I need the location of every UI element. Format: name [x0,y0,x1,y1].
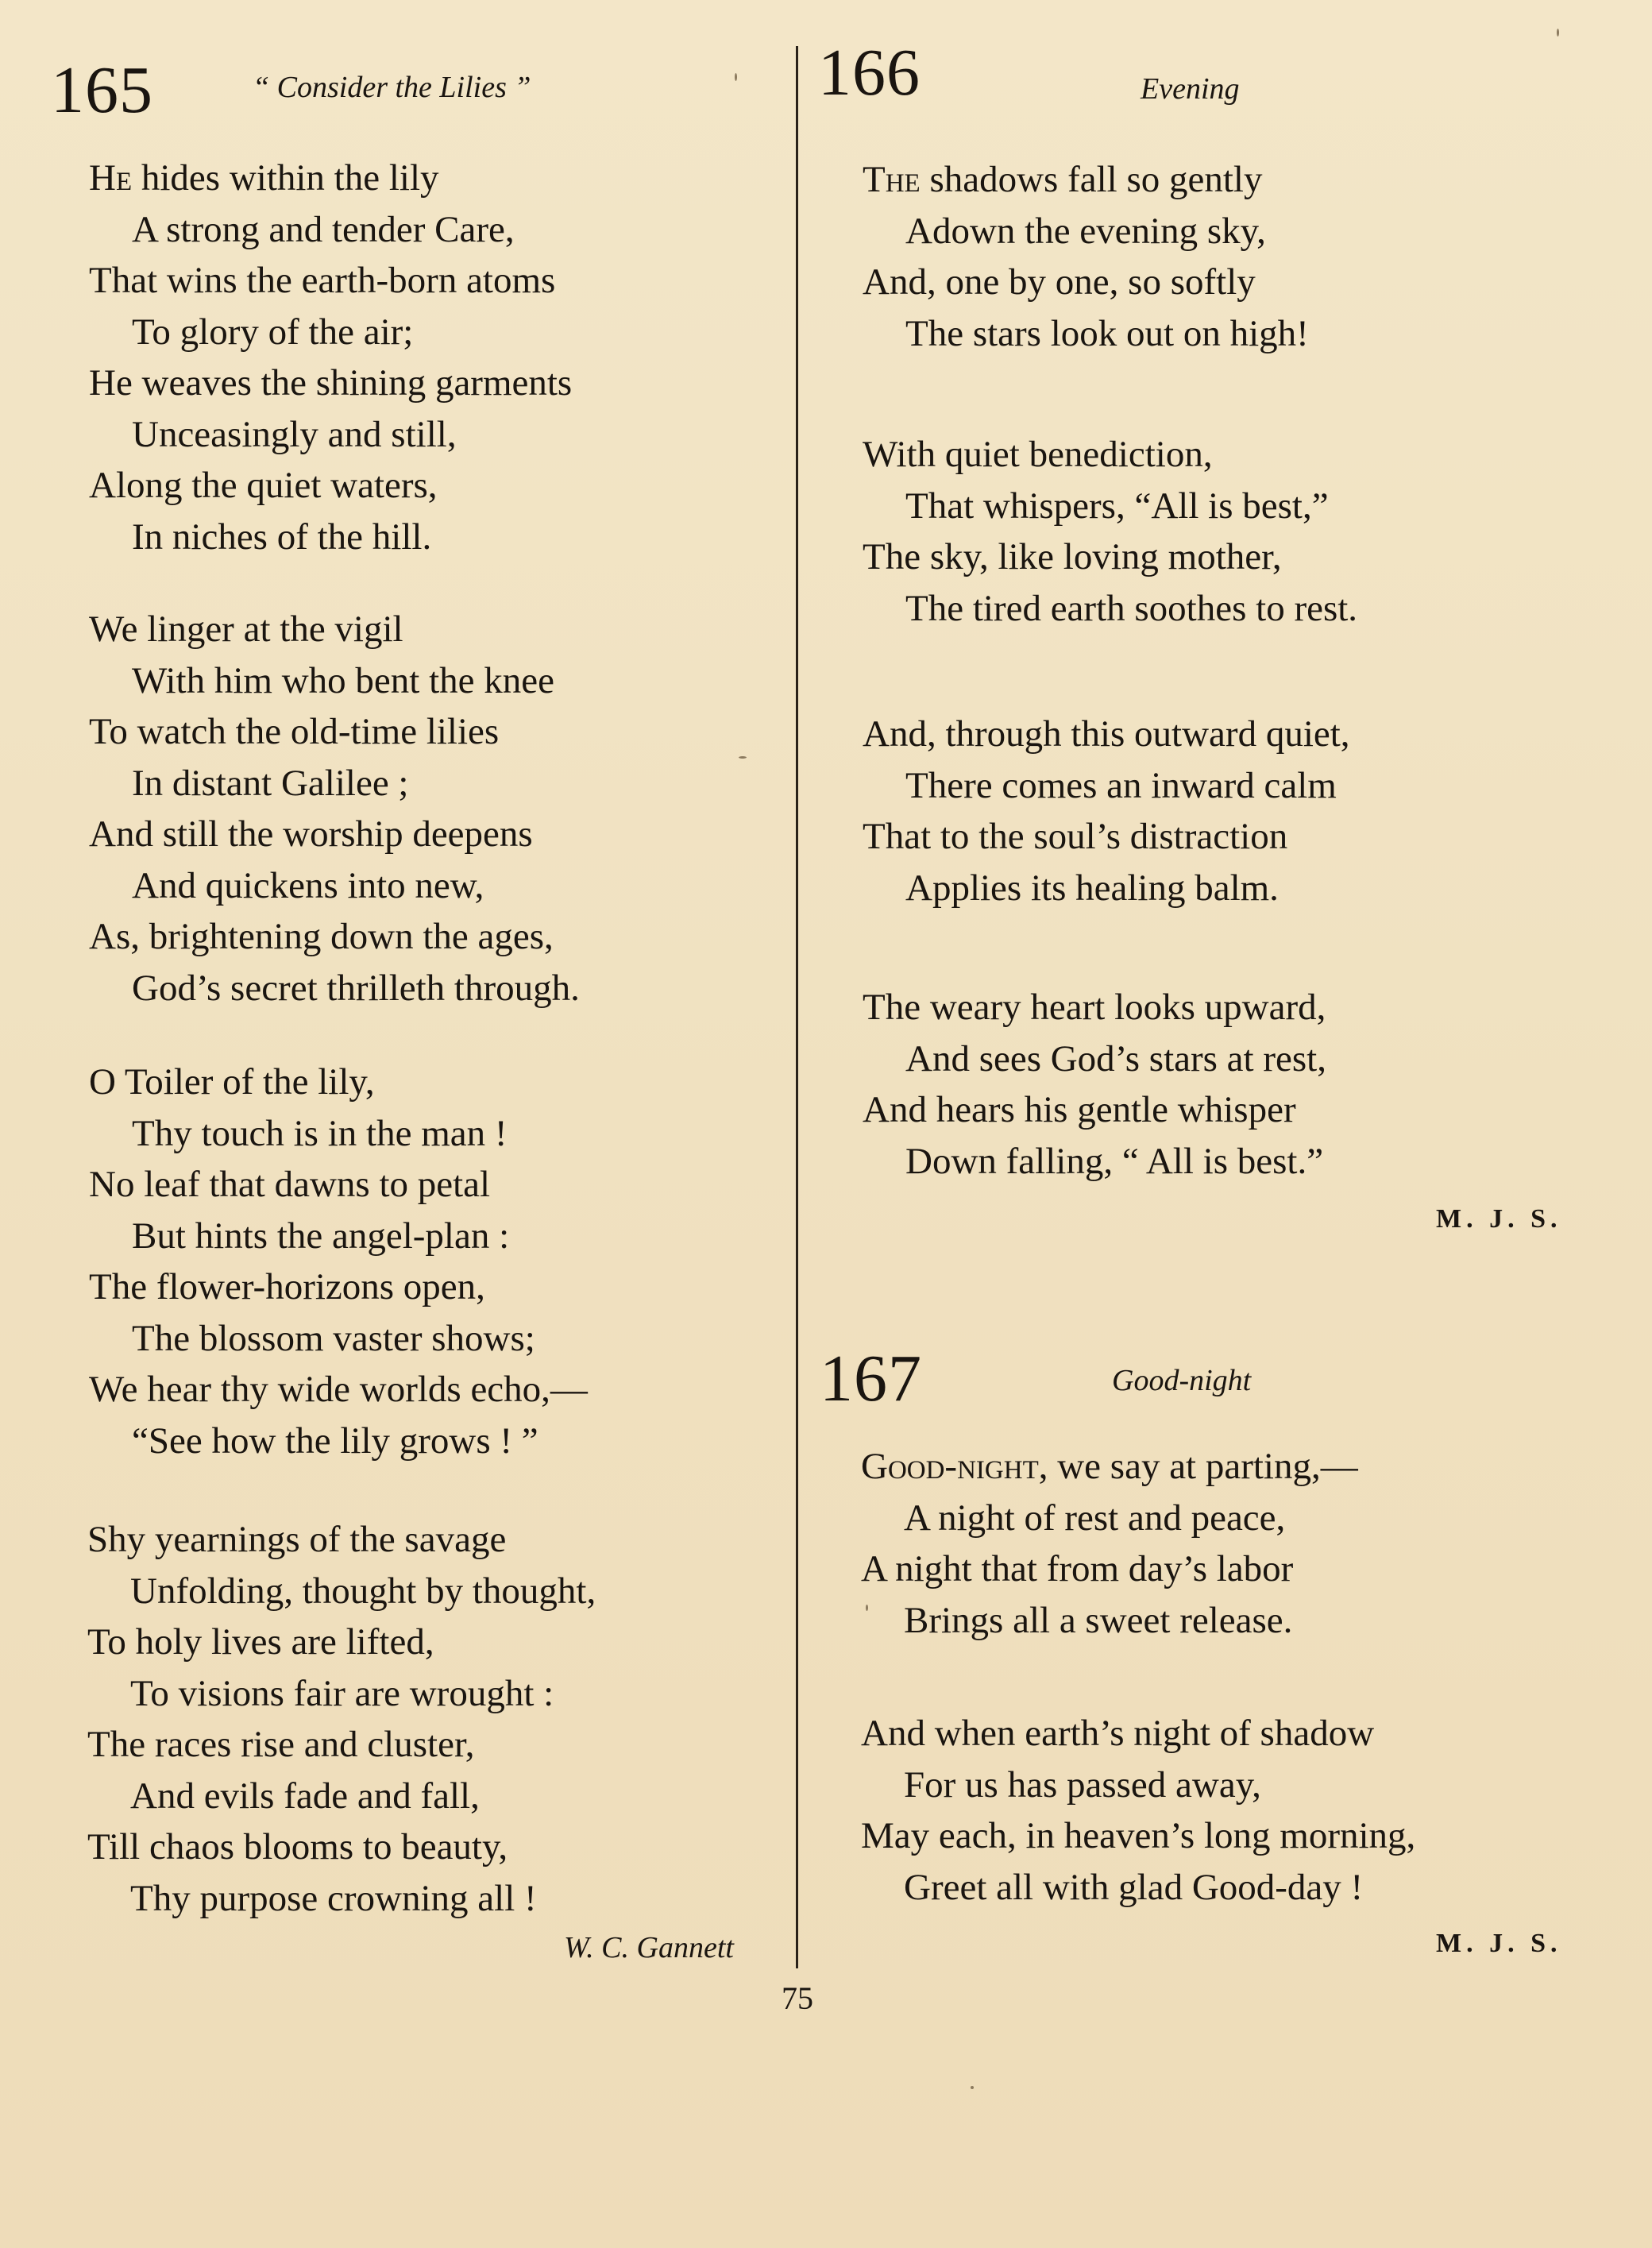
hymn-166-stanza-3 [863,709,1350,913]
verse-line: Unfolding, thought by thought, [130,1570,596,1612]
line-text: shadows fall so gently [920,159,1263,200]
hymn-167-stanza-2 [861,1708,1415,1913]
verse-line: The weary heart looks upward, [863,987,1326,1028]
ink-speck [866,1605,868,1611]
verse-line: And quickens into new, [132,864,484,906]
column-divider [796,46,798,1968]
verse-line: A strong and tender Care, [132,208,515,250]
verse-line: In niches of the hill. [132,516,432,558]
hymn-title-167: Good-night [1112,1364,1252,1397]
hymn-165-stanza-2 [89,604,580,1014]
verse-line: To visions fair are wrought : [130,1672,554,1714]
verse-line: As, brightening down the ages, [89,916,554,957]
lead-word: The [863,159,921,200]
verse-line: And still the worship deepens [89,813,533,855]
verse-line: God’s secret thrilleth through. [132,967,580,1009]
verse-line: Adown the evening sky, [905,210,1266,252]
verse-line: A night that from day’s labor [861,1548,1294,1589]
lead-word: He [89,157,133,199]
verse-line: No leaf that dawns to petal [89,1164,491,1205]
hymn-title-165: “ Consider the Lilies ” [253,71,531,104]
verse-line: In distant Galilee ; [132,762,409,804]
verse-line: Applies its healing balm. [905,867,1279,909]
hymn-number-166: 166 [818,36,921,110]
hymn-167-author: M. J. S. [1436,1929,1562,1958]
verse-line [863,154,1309,206]
verse-line: Brings all a sweet release. [904,1599,1293,1641]
verse-line: Thy purpose crowning all ! [130,1877,537,1919]
hymn-166-stanza-1 [863,154,1309,359]
verse-line: Unceasingly and still, [132,413,457,455]
verse-line: To watch the old-time lilies [89,711,500,752]
verse-line: For us has passed away, [904,1763,1261,1806]
verse-line: There comes an inward calm [905,764,1337,806]
verse-line: O Toiler of the lily, [89,1061,375,1103]
hymn-number-165: 165 [51,53,153,127]
verse-line: That whispers, “All is best,” [905,485,1329,527]
verse-line: He weaves the shining garments [89,362,573,404]
hymn-165-stanza-4 [87,1514,596,1924]
verse-line: Along the quiet waters, [89,465,438,506]
verse-line: The sky, like loving mother, [863,536,1282,577]
verse-line: Greet all with glad Good-day ! [904,1866,1364,1908]
verse-line: With quiet benediction, [863,434,1213,475]
hymn-166-stanza-2 [863,429,1357,634]
verse-line: That to the soul’s distraction [863,816,1288,857]
verse-line: We linger at the vigil [89,608,403,650]
hymn-165-stanza-1 [89,153,572,562]
verse-line: May each, in heaven’s long morning, [861,1815,1416,1856]
verse-line: The tired earth soothes to rest. [905,587,1358,629]
verse-line: To holy lives are lifted, [87,1621,434,1663]
hymn-number-167: 167 [820,1342,922,1416]
verse-line: The blossom vaster shows; [132,1317,535,1359]
hymn-165-author: W. C. Gannett [564,1931,734,1964]
verse-line: To glory of the air; [132,311,414,353]
hymn-167-stanza-1 [861,1441,1358,1646]
verse-line: We hear thy wide worlds echo,— [89,1369,588,1410]
hymn-165-stanza-3 [89,1056,588,1466]
verse-line [861,1441,1358,1493]
line-text: , we say at parting,— [1038,1446,1358,1487]
verse-line: The flower-horizons open, [89,1266,485,1307]
verse-line: And when earth’s night of shadow [861,1713,1375,1754]
verse-line: And, through this outward quiet, [863,713,1350,755]
hymn-166-author: M. J. S. [1436,1204,1562,1234]
verse-line [89,153,572,204]
verse-line: Down falling, “ All is best.” [905,1140,1324,1182]
verse-line: Till chaos blooms to beauty, [87,1826,508,1868]
verse-line: A night of rest and peace, [904,1497,1286,1539]
verse-line: And hears his gentle whisper [863,1089,1296,1130]
ink-speck [1557,29,1559,37]
ink-speck [735,73,737,81]
verse-line: The stars look out on high! [905,312,1309,354]
ink-speck [971,2086,974,2089]
verse-line: Shy yearnings of the savage [87,1519,507,1560]
verse-line: The races rise and cluster, [87,1724,475,1765]
line-text: hides within the lily [132,157,439,199]
page-number: 75 [782,1980,813,2016]
verse-line: With him who bent the knee [132,659,554,701]
ink-speck [739,756,747,759]
verse-line: But hints the angel-plan : [132,1215,510,1257]
verse-line: “See how the lily grows ! ” [132,1419,538,1462]
verse-line: That wins the earth-born atoms [89,260,556,301]
lead-word: Good-night [861,1446,1039,1487]
verse-line: And sees God’s stars at rest, [905,1037,1326,1080]
hymn-title-166: Evening [1141,72,1240,106]
verse-line: And evils fade and fall, [130,1775,480,1817]
verse-line: And, one by one, so softly [863,261,1256,303]
verse-line: Thy touch is in the man ! [132,1112,508,1154]
hymn-166-stanza-4 [863,982,1326,1187]
